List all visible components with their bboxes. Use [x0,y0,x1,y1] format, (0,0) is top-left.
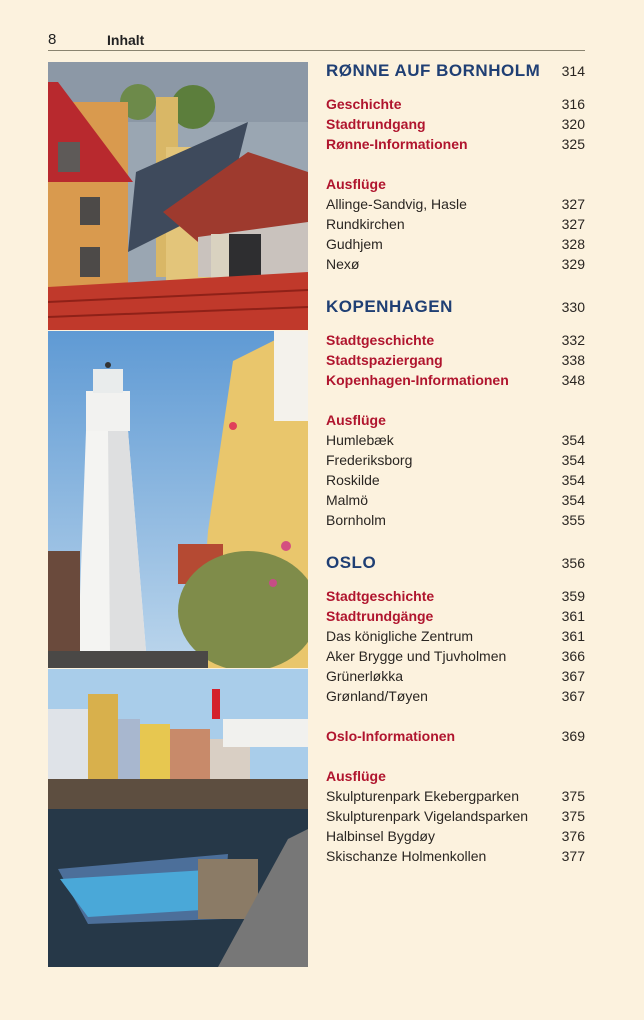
toc-entry[interactable] [326,826,585,846]
page-ref: 320 [561,116,585,132]
chapter-title: RØNNE AUF BORNHOLM [326,61,541,80]
toc-entry[interactable] [326,726,585,746]
entry-label: Stadtrundgänge [326,608,434,624]
page-ref: 376 [561,828,585,844]
entry-label: Humlebæk [326,432,394,448]
page-ref: 354 [561,452,585,468]
page-ref: 359 [561,588,585,604]
subheading-label: Ausflüge [326,768,386,784]
running-title: Inhalt [107,32,145,48]
page-ref: 328 [561,236,585,252]
entry-label: Gudhjem [326,236,383,252]
page-ref: 327 [561,196,585,212]
entry-label: Rundkirchen [326,216,405,232]
entry-label: Rønne-Informationen [326,136,468,152]
entry-label: Frederiksborg [326,452,413,468]
page-ref: 354 [561,432,585,448]
toc-entry[interactable] [326,806,585,826]
toc-chapter-oslo[interactable] [326,550,585,576]
page-ref: 325 [561,136,585,152]
entry-label: Grønland/Tøyen [326,688,428,704]
toc-chapter-kopenhagen[interactable] [326,294,585,320]
toc-entry[interactable] [326,586,585,606]
entry-label: Malmö [326,492,369,508]
page-ref: 330 [561,299,585,315]
toc-entry[interactable] [326,194,585,214]
page-header [48,30,585,51]
page-ref: 355 [561,512,585,528]
toc-entry[interactable] [326,254,585,274]
entry-label: Geschichte [326,96,402,112]
chapter-title: KOPENHAGEN [326,297,453,316]
toc-entry[interactable] [326,450,585,470]
toc-entry[interactable] [326,134,585,154]
table-of-contents [326,58,585,866]
page-ref: 354 [561,472,585,488]
toc-entry[interactable] [326,786,585,806]
toc-entry[interactable] [326,846,585,866]
toc-entry[interactable] [326,470,585,490]
page-ref: 356 [561,555,585,571]
page-ref: 332 [561,332,585,348]
toc-entry[interactable] [326,430,585,450]
entry-label: Allinge-Sandvig, Hasle [326,196,467,212]
page-ref: 375 [561,788,585,804]
photo-lighthouse [48,331,308,668]
entry-label: Stadtgeschichte [326,332,435,348]
entry-label: Bornholm [326,512,386,528]
toc-entry[interactable] [326,330,585,350]
toc-subheading [326,410,585,430]
toc-entry[interactable] [326,114,585,134]
subheading-label: Ausflüge [326,176,386,192]
page-ref: 314 [561,63,585,79]
toc-entry[interactable] [326,490,585,510]
chapter-title: OSLO [326,553,377,572]
entry-label: Stadtspaziergang [326,352,443,368]
entry-label: Grünerløkka [326,668,404,684]
page-ref: 361 [561,608,585,624]
photo-rooftops [48,62,308,330]
page-ref: 369 [561,728,585,744]
entry-label: Das königliche Zentrum [326,628,474,644]
toc-entry[interactable] [326,350,585,370]
toc-entry[interactable] [326,510,585,530]
page-ref: 327 [561,216,585,232]
toc-entry[interactable] [326,234,585,254]
toc-entry[interactable] [326,686,585,706]
entry-label: Oslo-Informationen [326,728,456,744]
toc-entry[interactable] [326,606,585,626]
entry-label: Stadtrundgang [326,116,426,132]
page-ref: 348 [561,372,585,388]
entry-label: Nexø [326,256,360,272]
toc-entry[interactable] [326,666,585,686]
page-ref: 354 [561,492,585,508]
entry-label: Skulpturenpark Ekebergparken [326,788,520,804]
page-ref: 316 [561,96,585,112]
toc-subheading [326,174,585,194]
page-ref: 367 [561,688,585,704]
toc-entry[interactable] [326,94,585,114]
entry-label: Halbinsel Bygdøy [326,828,435,844]
toc-entry[interactable] [326,370,585,390]
page-ref: 366 [561,648,585,664]
toc-chapter-ronne[interactable] [326,58,585,84]
toc-entry[interactable] [326,626,585,646]
page-ref: 329 [561,256,585,272]
page-number: 8 [48,31,57,48]
entry-label: Roskilde [326,472,380,488]
page-ref: 375 [561,808,585,824]
page-ref: 361 [561,628,585,644]
page-ref: 338 [561,352,585,368]
photo-harbour-boat [48,669,308,967]
toc-subheading [326,766,585,786]
entry-label: Kopenhagen-Informationen [326,372,509,388]
subheading-label: Ausflüge [326,412,386,428]
toc-entry[interactable] [326,646,585,666]
page-ref: 367 [561,668,585,684]
entry-label: Stadtgeschichte [326,588,435,604]
entry-label: Skulpturenpark Vigelandsparken [326,808,529,824]
page-ref: 377 [561,848,585,864]
toc-entry[interactable] [326,214,585,234]
entry-label: Aker Brygge und Tjuvholmen [326,648,507,664]
entry-label: Skischanze Holmenkollen [326,848,487,864]
